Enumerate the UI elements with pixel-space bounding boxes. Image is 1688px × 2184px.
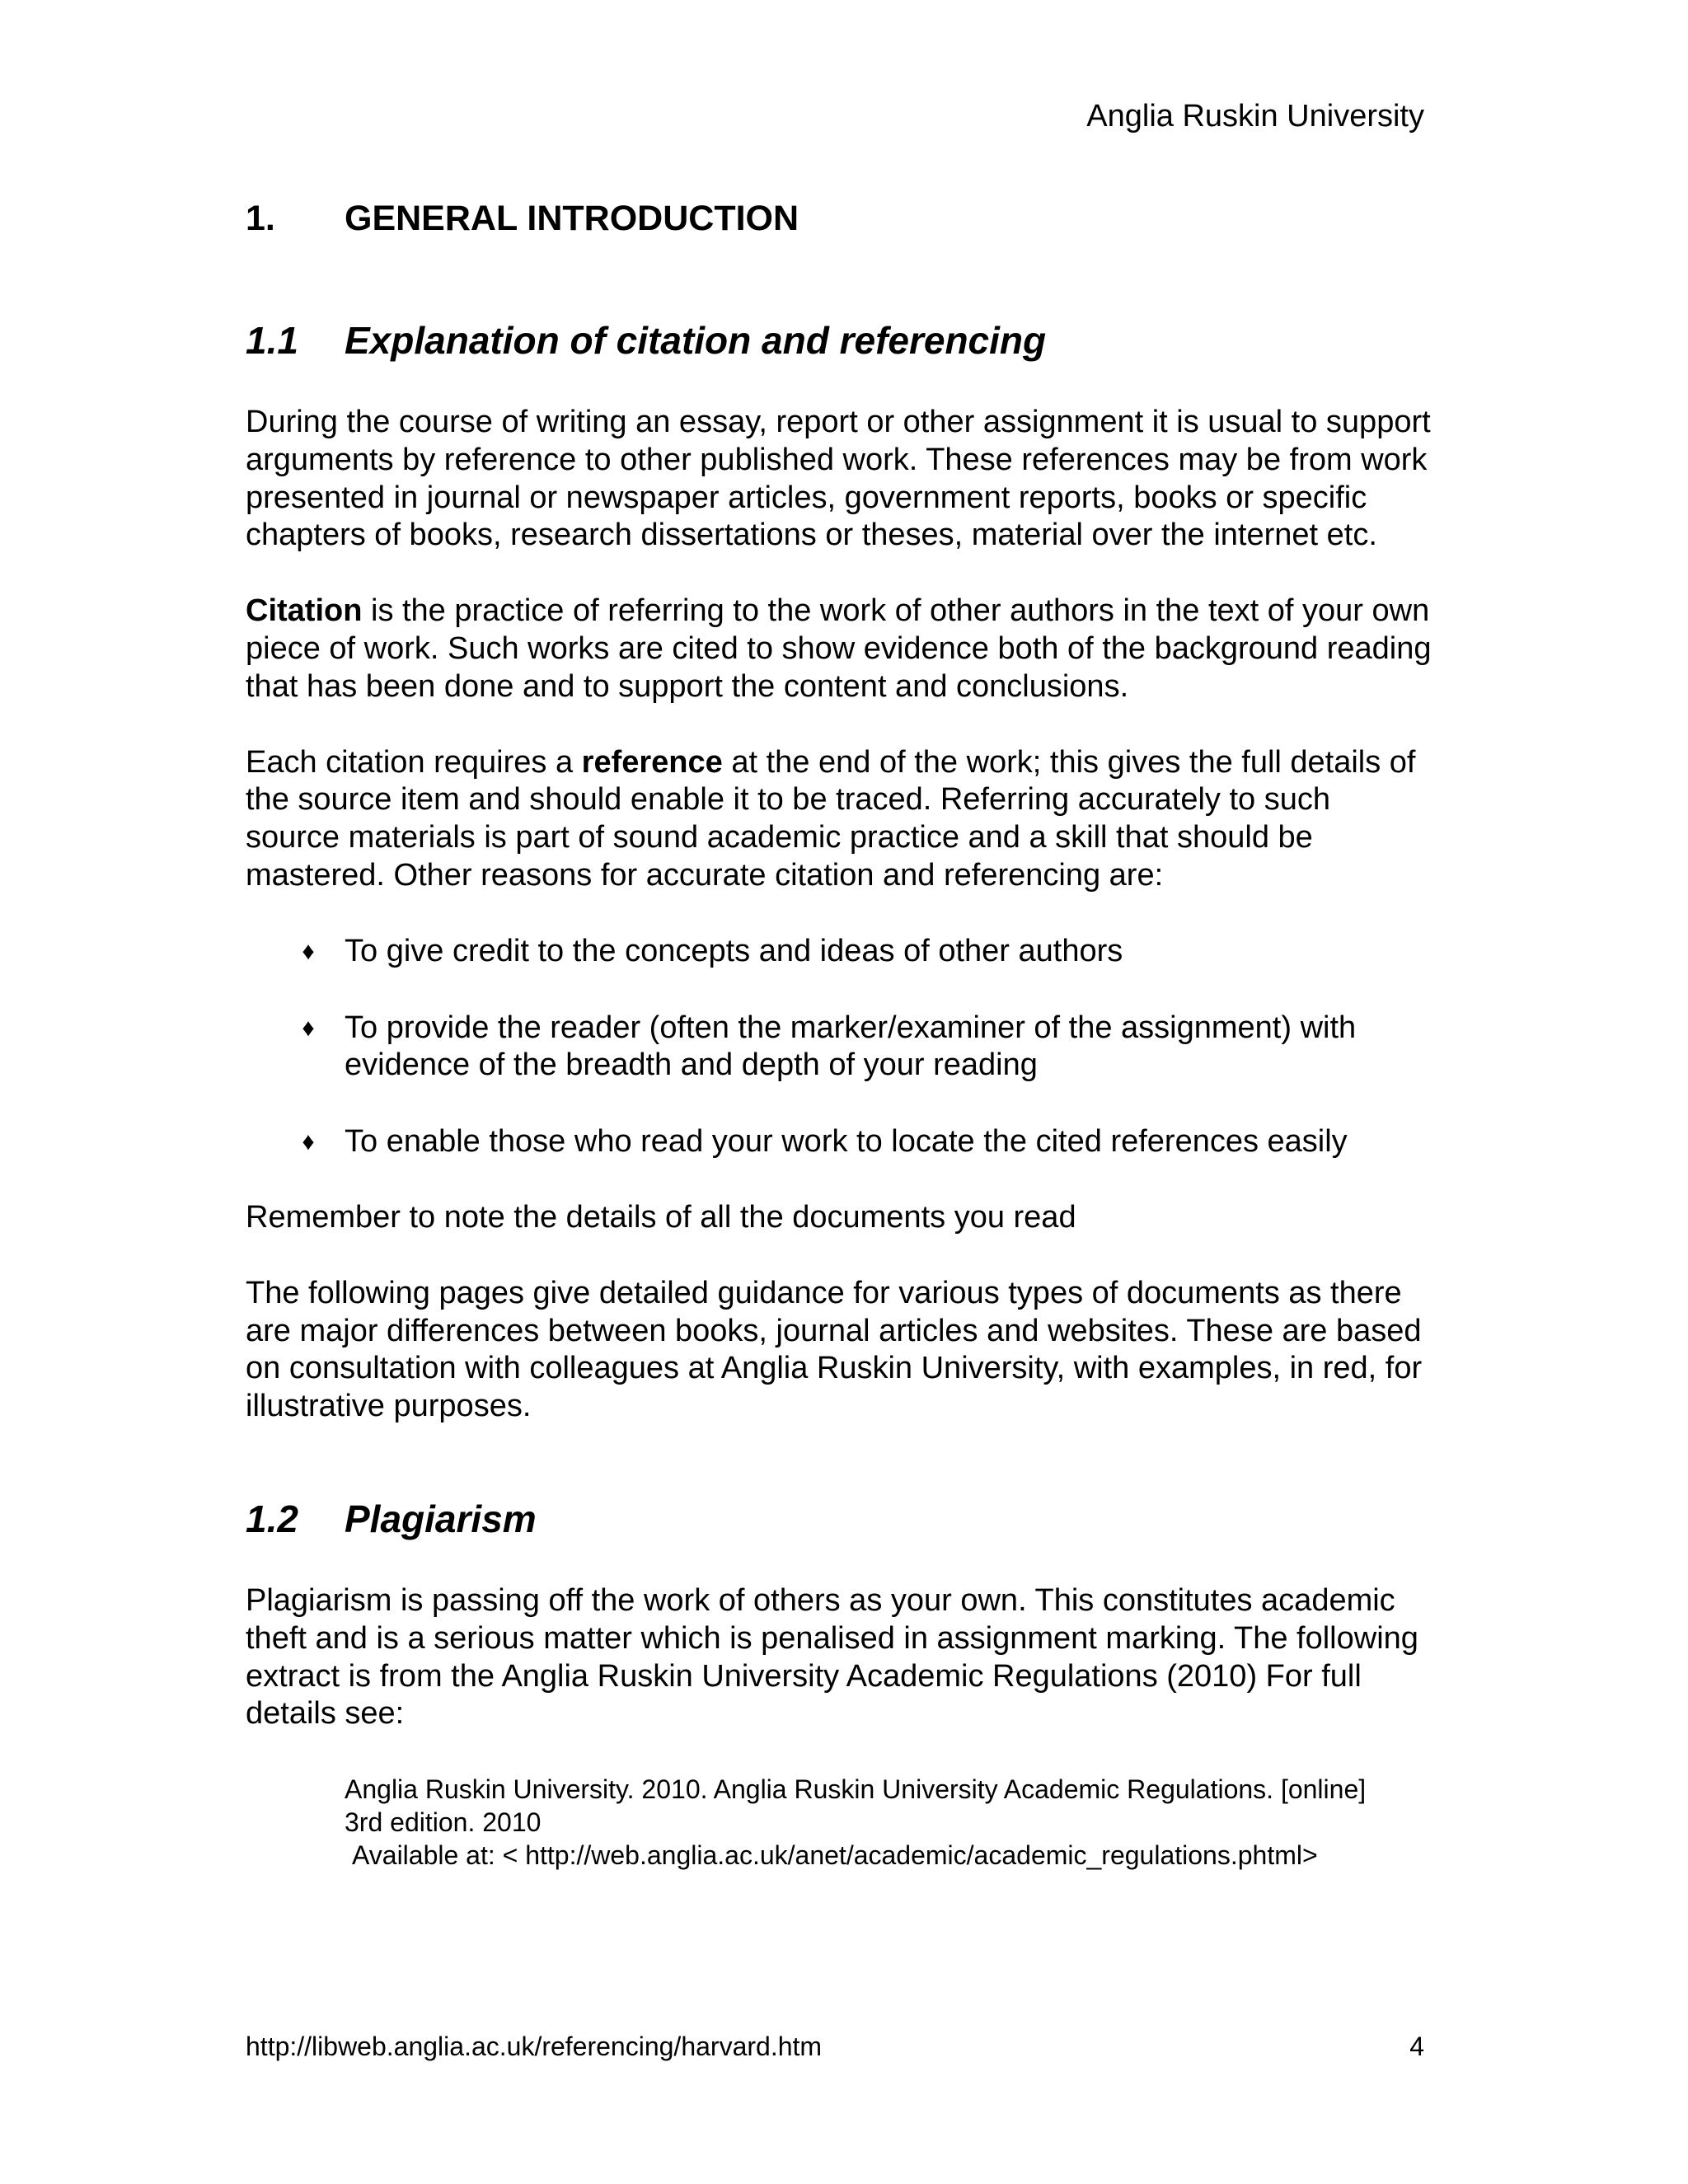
subsection-number: 1.2 [246, 1497, 298, 1540]
term-reference: reference [581, 744, 723, 780]
list-item [246, 1123, 1432, 1161]
regulations-reference [345, 1773, 1432, 1872]
paragraph-remember: Remember to note the details of all the documents you read [246, 1199, 1076, 1235]
subsection-heading-1-2 [246, 1497, 1432, 1541]
list-item [246, 1010, 1432, 1085]
paragraph-reference-start: Each citation requires a [246, 744, 582, 780]
paragraph-plagiarism: Plagiarism is passing off the work of others as your own. This constitutes academic theft and is a serious matter which is penalised in assignment marking. The following extract is from the Anglia Ruskin University Academic Regulations (2010) For full details see: [246, 1582, 1418, 1732]
diamond-bullet-icon: ♦ [302, 937, 315, 965]
reasons-list [246, 933, 1432, 1161]
section-heading [246, 198, 1432, 239]
page-number: 4 [1409, 2032, 1424, 2061]
paragraph-guidance: The following pages give detailed guidance for various types of documents as there are major differences between books, journal articles and websites. These are based on consultation with colleagues at Anglia Ruskin University, with examples, in red, for illustrative purposes. [246, 1275, 1423, 1424]
subsection-number: 1.1 [246, 319, 298, 362]
list-item-text: To give credit to the concepts and ideas of other authors [345, 933, 1123, 968]
diamond-bullet-icon: ♦ [302, 1014, 315, 1042]
subsection-title: Explanation of citation and referencing [345, 319, 1047, 362]
reference-line: 3rd edition. 2010 [345, 1807, 542, 1838]
list-item-text: To provide the reader (often the marker/examiner of the assignment) with evidence of the breadth and depth of your reading [345, 1010, 1357, 1083]
subsection-title: Plagiarism [345, 1497, 537, 1540]
page-content [246, 198, 1432, 1872]
paragraph-reference-text: at the end of the work; this gives the full details of the source item and should enable it to be traced. Referring accurately to such source materials is part of sound academic practice and a skill that should be mastered. Other reasons for accurate citation and referencing are: [246, 744, 1416, 893]
list-item [246, 933, 1432, 971]
paragraph-citation [246, 593, 1432, 705]
reference-line: Anglia Ruskin University. 2010. Anglia Ruskin University Academic Regulations. [online] [345, 1774, 1367, 1805]
subsection-heading-1-1 [246, 318, 1432, 363]
reference-availability: Available at: < http://web.anglia.ac.uk/anet/academic/academic_regulations.phtml> [352, 1840, 1318, 1871]
section-number: 1. [246, 199, 275, 238]
paragraph-intro: During the course of writing an essay, report or other assignment it is usual to support arguments by reference to other published work. These references may be from work presented in journal or newspaper articles, government reports, books or specific chapters of books, research dissertations or theses, material over the internet etc. [246, 405, 1431, 553]
paragraph-reference [246, 744, 1432, 895]
section-title: GENERAL INTRODUCTION [345, 199, 799, 238]
footer-url: http://libweb.anglia.ac.uk/referencing/harvard.htm [246, 2032, 823, 2061]
running-header: Anglia Ruskin University [1086, 99, 1424, 134]
diamond-bullet-icon: ♦ [302, 1128, 315, 1156]
list-item-text: To enable those who read your work to locate the cited references easily [345, 1124, 1348, 1160]
paragraph-citation-text: is the practice of referring to the work of other authors in the text of your own piece of work. Such works are cited to show evidence both of the background reading that has been done and to support the content and conclusions. [246, 593, 1432, 704]
term-citation: Citation [246, 593, 363, 629]
